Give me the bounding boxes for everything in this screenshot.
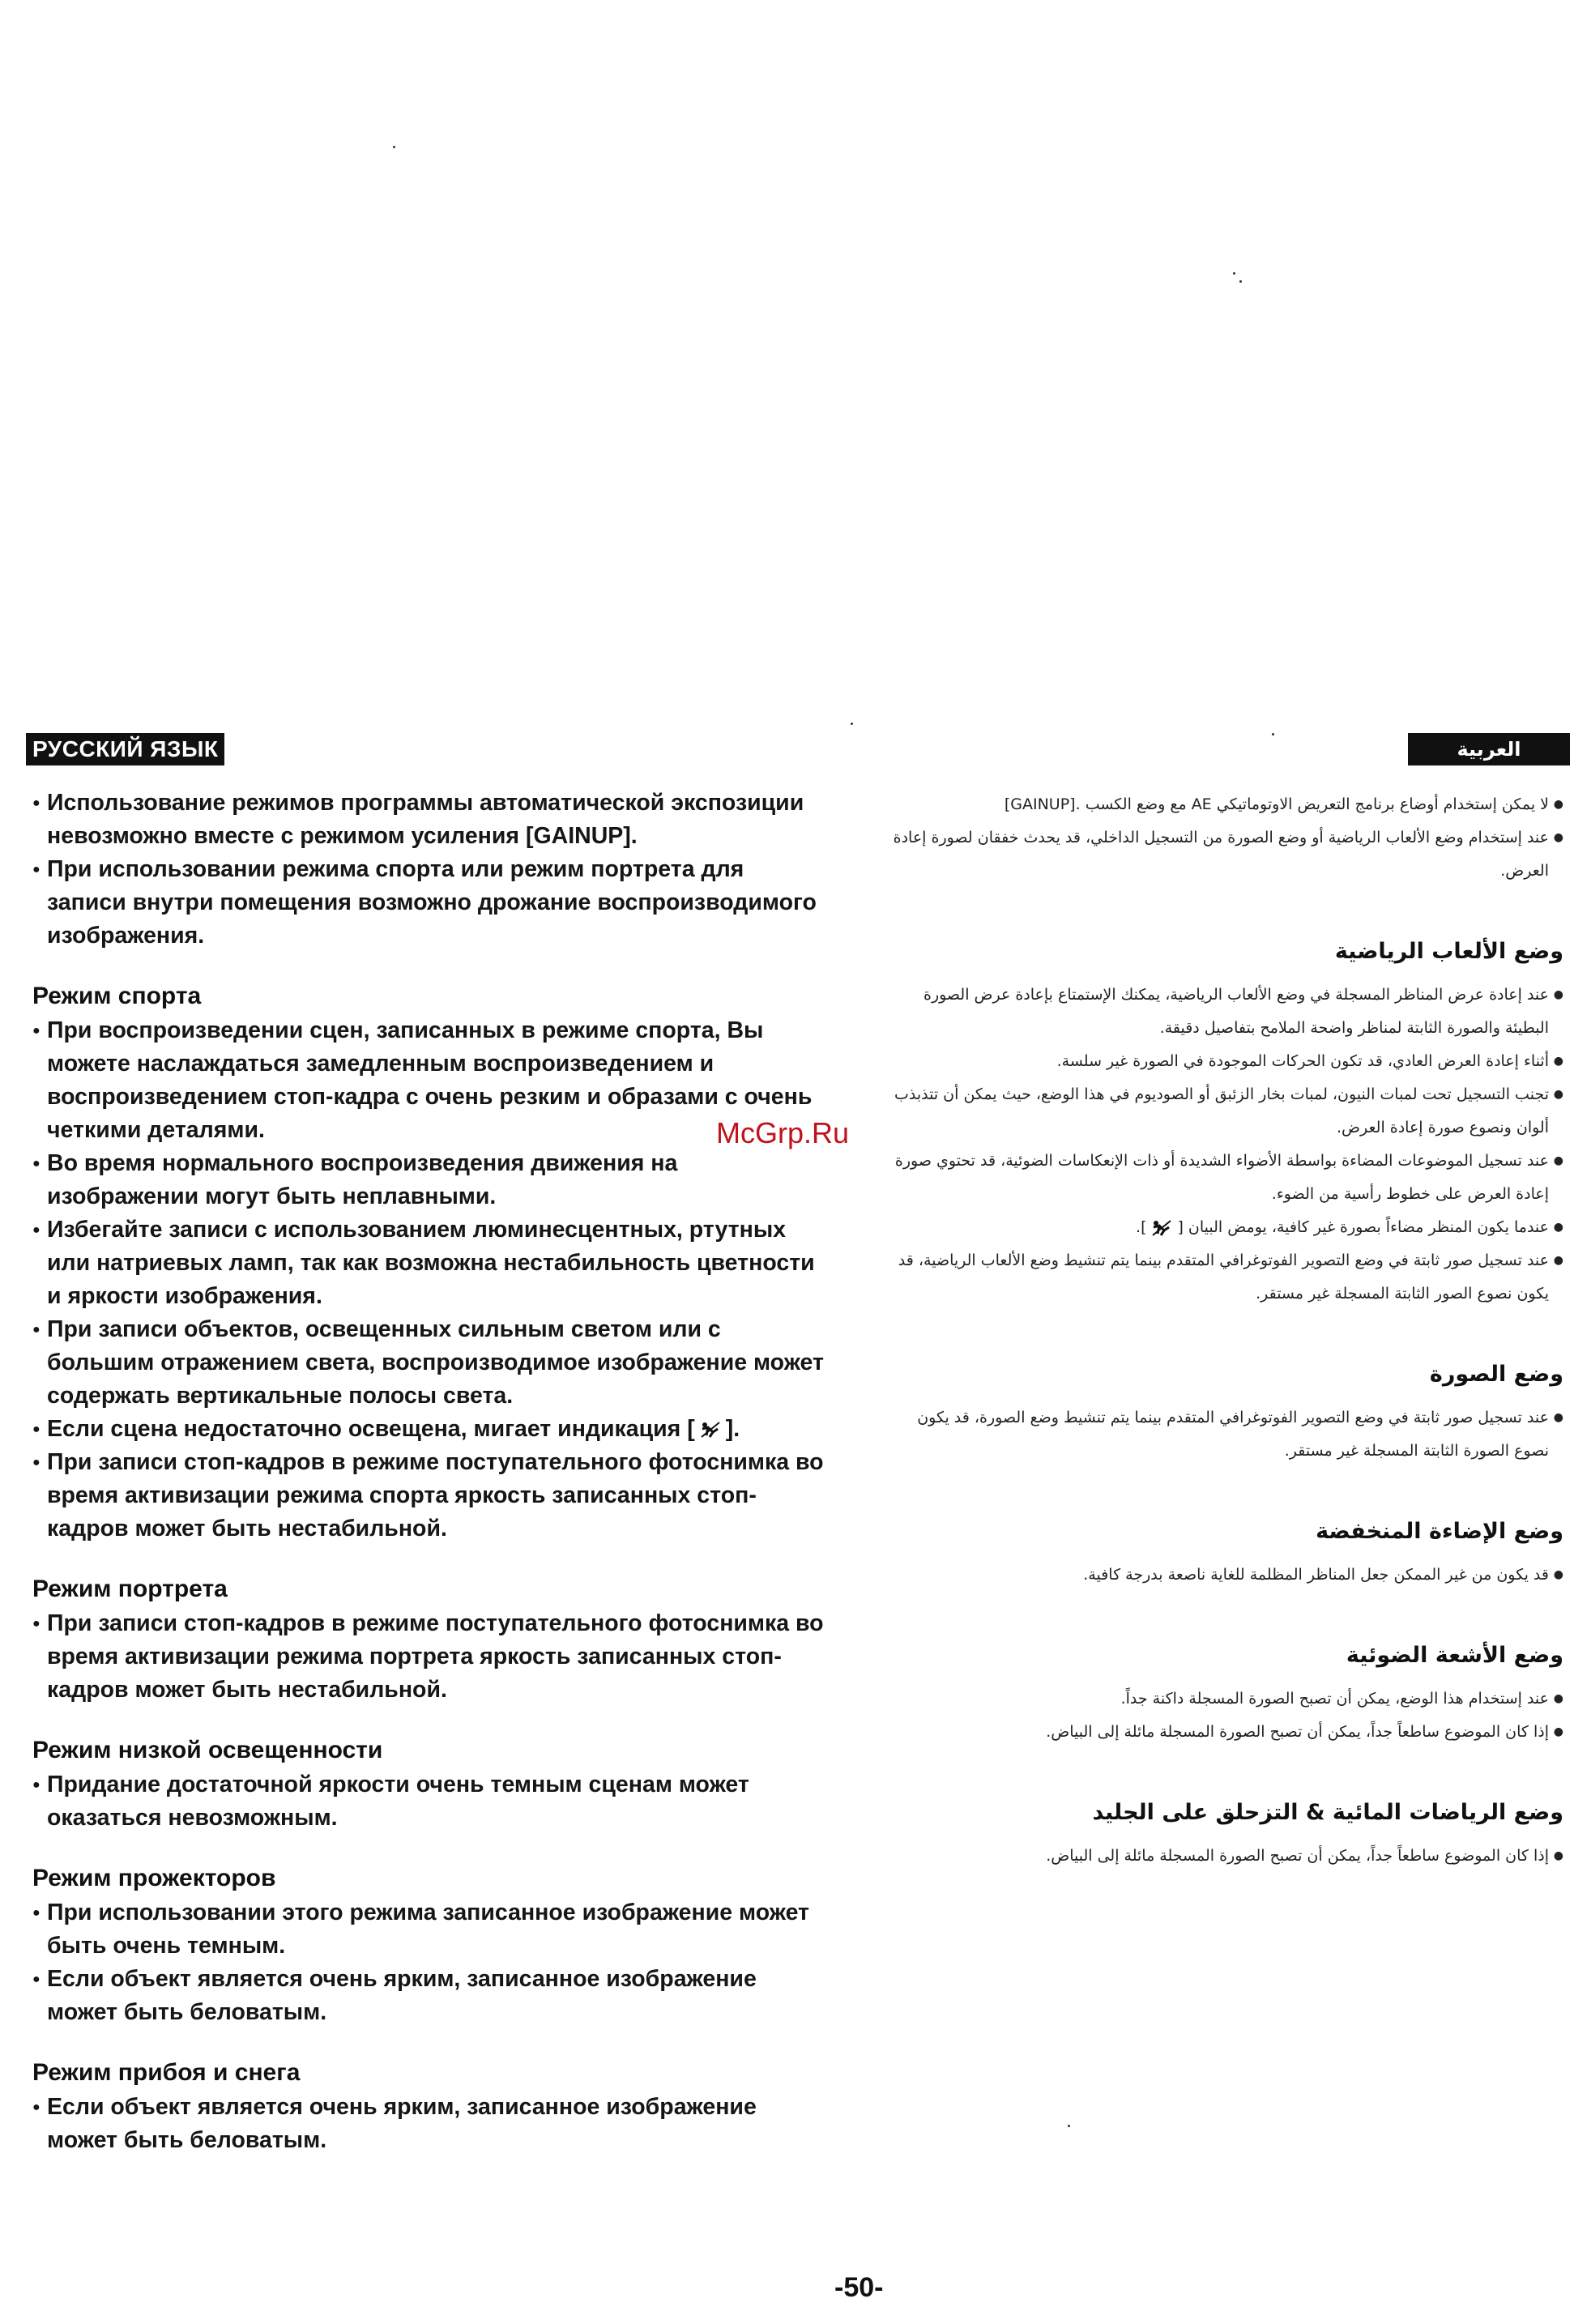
section-title-spotlight-ar: وضع الأشعة الضوئية [1346,1643,1563,1668]
list-item: ● При записи стоп-кадров в режиме поступательного фотоснимка во время активизации режима спорта яркость записанных стоп-кадров может быть нестабильной. [32,1446,826,1546]
scan-speck [1068,2125,1070,2127]
scan-speck [1233,272,1235,275]
list-item: ● قد يكون من غير الممكن جعل المناظر المظلمة للغاية ناصعة بدرجة كافية. [891,1559,1563,1592]
low-light-warning-icon [700,1421,721,1439]
section-title-portrait-ar: وضع الصورة [1429,1362,1563,1387]
list-item: ● Избегайте записи с использованием люминесцентных, ртутных или натриевых ламп, так как возможна нестабильность цветности и яркости изображения. [32,1213,826,1313]
list-item [891,788,1563,821]
intro-text: لا يمكن إستخدام أوضاع برنامج التعريض الاوتوماتيكي AE مع وضع الكسب [1085,795,1549,813]
arabic-column [891,733,1563,1873]
list-item: ● Придание достаточной яркости очень темным сценам может оказаться невозможным. [32,1768,826,1835]
list-item: ● Использование режимов программы автоматической экспозиции невозможно вместе с режимом усиления [GAINUP]. [32,787,826,853]
section-title-surf-snow-ar: وضع الرياضات المائية & التزحلق على الجليد [1092,1800,1563,1825]
scan-speck [851,723,853,725]
section-title-surf-snow: Режим прибоя и снега [32,2059,301,2086]
surf-snow-mode-list-ar [891,1840,1563,1873]
list-item: ● تجنب التسجيل تحت لمبات النيون، لمبات بخار الزئبق أو الصوديوم في هذا الوضع، حيث يمكن أن تتذبذب ألوان ونصوع صورة إعادة العرض. [891,1078,1563,1145]
scan-speck [1239,280,1242,283]
russian-column [32,733,826,2157]
section-title-low-light: Режим низкой освещенности [32,1737,383,1763]
page-number: -50- [834,2272,884,2303]
list-item: ● إذا كان الموضوع ساطعاً جداً، يمكن أن تصبح الصورة المسجلة مائلة إلى البياض. [891,1840,1563,1873]
list-item: ● عند إستخدام هذا الوضع، يمكن أن تصبح الصورة المسجلة داكنة جداً. [891,1682,1563,1716]
russian-intro-list [32,787,826,953]
section-title-sport-ar: وضع الألعاب الرياضية [1334,939,1563,964]
sport-mode-list-ar [891,979,1563,1311]
section-title-portrait: Режим портрета [32,1576,228,1602]
list-item-with-icon [32,1413,826,1446]
arabic-intro-list [891,788,1563,888]
surf-snow-mode-list [32,2091,826,2157]
gainup-code: [GAINUP]. [1004,795,1081,813]
section-title-low-light-ar: وضع الإضاءة المنخفضة [1316,1519,1563,1544]
list-item: ● عند تسجيل صور ثابتة في وضع التصوير الفوتوغرافي المتقدم بينما يتم تنشيط وضع الصورة، قد يكون نصوع الصورة الثابتة المسجلة غير مستقر. [891,1401,1563,1468]
arabic-language-label: العربية [1408,733,1570,765]
list-item: ● عند إستخدام وضع الألعاب الرياضية أو وضع الصورة من التسجيل الداخلي، قد يحدث خفقان لصورة إعادة العرض. [891,821,1563,888]
watermark: McGrp.Ru [716,1116,850,1149]
section-title-sport: Режим спорта [32,983,202,1009]
portrait-mode-list [32,1607,826,1707]
icon-bullet-text-after: ]. [1136,1218,1147,1236]
section-title-spotlight: Режим прожекторов [32,1865,276,1891]
icon-bullet-text-before: عندما يكون المنظر مضاءاً بصورة غير كافية، يومض البيان [ [1177,1218,1549,1236]
sport-mode-list [32,1014,826,1546]
list-item: ● إذا كان الموضوع ساطعاً جداً، يمكن أن تصبح الصورة المسجلة مائلة إلى البياض. [891,1716,1563,1749]
portrait-mode-list-ar [891,1401,1563,1468]
list-item: ● При записи объектов, освещенных сильным светом или с большим отражением света, воспроизводимое изображение может содержать вертикальные полосы света. [32,1313,826,1413]
spotlight-mode-list [32,1896,826,2029]
list-item: ● При использовании этого режима записанное изображение может быть очень темным. [32,1896,826,1963]
list-item: ● عند تسجيل صور ثابتة في وضع التصوير الفوتوغرافي المتقدم بينما يتم تنشيط وضع الألعاب الرياضية، قد يكون نصوع الصور الثابتة المسجلة غير مستقر. [891,1244,1563,1311]
low-light-warning-icon [1151,1219,1172,1237]
list-item: ● Во время нормального воспроизведения движения на изображении могут быть неплавными. [32,1147,826,1213]
icon-bullet-text-after: ]. [725,1416,740,1442]
list-item: ● Если объект является очень ярким, записанное изображение может быть беловатым. [32,1963,826,2029]
list-item: ● При воспроизведении сцен, записанных в режиме спорта, Вы можете наслаждаться замедленным воспроизведением и воспроизведением стоп-кадра с очень резким и образами с очень четкими деталями. [32,1014,826,1147]
scan-speck [393,146,395,148]
list-item: ● عند إعادة عرض المناظر المسجلة في وضع الألعاب الرياضية، يمكنك الإستمتاع بإعادة عرض الصورة البطيئة والصورة الثابتة لمناظر واضحة الملامح بتفاصيل دقيقة. [891,979,1563,1045]
list-item: ● При использовании режима спорта или режим портрета для записи внутри помещения возможно дрожание воспроизводимого изображения. [32,853,826,953]
spotlight-mode-list-ar [891,1682,1563,1749]
low-light-mode-list-ar [891,1559,1563,1592]
icon-bullet-text-before: Если сцена недостаточно освещена, мигает индикация [ [47,1416,695,1442]
low-light-mode-list [32,1768,826,1835]
russian-language-label: РУССКИЙ ЯЗЫК [26,733,224,765]
list-item: ● عند تسجيل الموضوعات المضاءة بواسطة الأضواء الشديدة أو ذات الإنعكاسات الضوئية، قد تحتوي صورة إعادة العرض على خطوط رأسية من الضوء. [891,1145,1563,1211]
list-item: ● Если объект является очень ярким, записанное изображение может быть беловатым. [32,2091,826,2157]
list-item-with-icon [891,1211,1563,1244]
list-item: ● أثناء إعادة العرض العادي، قد تكون الحركات الموجودة في الصورة غير سلسة. [891,1045,1563,1078]
list-item: ● При записи стоп-кадров в режиме поступательного фотоснимка во время активизации режима портрета яркость записанных стоп-кадров может быть нестабильной. [32,1607,826,1707]
